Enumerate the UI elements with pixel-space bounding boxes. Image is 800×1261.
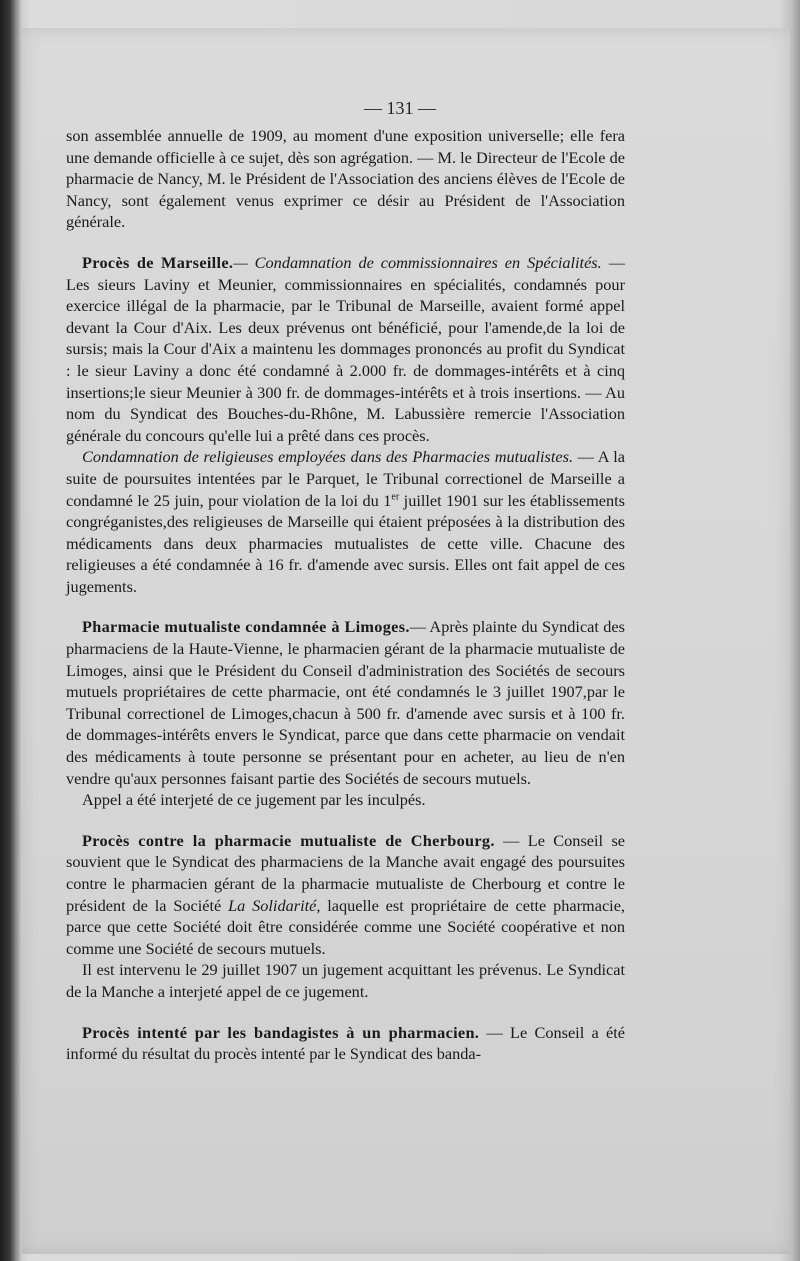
document-body [66, 125, 625, 1065]
paragraph-jugement: Il est intervenu le 29 juillet 1907 un jugement acquittant les prévenus. Le Syndicat de la Manche a interjeté appel de ce jugement. [66, 960, 625, 1001]
paragraph-limoges [66, 616, 625, 789]
section-heading: Procès contre la pharmacie mutualiste de Cherbourg. [82, 830, 495, 850]
paragraph-cherbourg [66, 830, 625, 960]
paragraph-assembly: son assemblée annuelle de 1909, au moment d'une exposition universelle; elle fera une demande officielle à ce sujet, dès son agrégation. — M. le Directeur de l'Ecole de pharmacie de Nancy, M. le Président de l'Association des anciens élèves de l'Ecole de Nancy, sont également venus exprimer ce désir au Président de l'Association générale. [66, 126, 625, 232]
paragraph-proces-marseille [66, 252, 625, 446]
page-number: — 131 — [364, 98, 436, 118]
paragraph-text: laquelle est propriétaire de cette pharmacie, parce que cette Société doit être considérée comme une Société coopérative et non comme une Société de secours mutuels. [66, 895, 625, 958]
paragraph-bandagistes [66, 1022, 625, 1065]
section-heading: Procès de Marseille. [82, 252, 234, 272]
paragraph-text: — Le Conseil a été informé du résultat du procès intenté par le Syndicat des banda- [66, 1022, 625, 1064]
paragraph-text: — A la suite de poursuites intentées par le Parquet, le Tribunal correctionel de Marseille a condamné le 25 juin, pour violation de la loi du 1 [66, 447, 625, 510]
paragraph-text: juillet 1901 sur les établissements congréganistes,des religieuses de Marseille qui étaient préposées à la distribution des médicaments dans deux pharmacies mutualistes de cette ville. Chacune des religieuses a été condamnée à 16 fr. d'amende avec sursis. Elles ont fait appel de ces jugements. [66, 490, 625, 596]
paragraph-religieuses [66, 446, 625, 597]
paragraph-text: — Après plainte du Syndicat des pharmaciens de la Haute-Vienne, le pharmacien gérant de la pharmacie mutualiste de Limoges, ainsi que le Président du Conseil d'administration des Sociétés de secours mutuels propriétaires de cette pharmacie, ont été condamnés le 3 juillet 1907,par le Tribunal correctionel de Limoges,chacun à 500 fr. d'amende avec sursis et à 100 fr. de dommages-intérêts envers le Syndicat, parce que dans cette pharmacie on vendait des médicaments à toute personne se présentant pour en acheter, au lieu de n'en vendre qu'aux personnes faisant partie des Sociétés de secours mutuels. [66, 617, 625, 788]
paragraph-appel: Appel a été interjeté de ce jugement par les inculpés. [82, 790, 426, 810]
italic-name: La Solidarité, [228, 895, 321, 915]
section-heading: Procès intenté par les bandagistes à un pharmacien. [82, 1022, 480, 1042]
paragraph-text: — Les sieurs Laviny et Meunier, commissionnaires en spécialités, condamnés pour exercice illégal de la pharmacie, par le Tribunal de Marseille, avaient formé appel devant la Cour d'Aix. Les deux prévenus ont bénéficié, pour l'amende,de la loi de sursis; mais la Cour d'Aix a maintenu les dommages prononcés au profit du Syndicat : le sieur Laviny a donc été condamné à 2.000 fr. de dommages-intérêts et à cinq insertions;le sieur Meunier à 300 fr. de dommages-intérêts et à trois insertions. — Au nom du Syndicat des Bouches-du-Rhône, M. Labussière remercie l'Association générale du concours qu'elle lui a prêté dans ces procès. [66, 252, 625, 445]
section-subtitle: — Condamnation de commissionnaires en Spécialités. [233, 252, 602, 272]
paragraph-text: — Le Conseil se souvient que le Syndicat des pharmaciens de la Manche avait engagé des poursuites contre le pharmacien gérant de la pharmacie mutualiste de Cherbourg et contre le président de la Société [66, 830, 626, 915]
section-subtitle: Condamnation de religieuses employées dans des Pharmacies mutualistes. [82, 447, 574, 467]
section-heading: Pharmacie mutualiste condamnée à Limoges. [82, 617, 410, 637]
superscript: er [391, 491, 400, 503]
